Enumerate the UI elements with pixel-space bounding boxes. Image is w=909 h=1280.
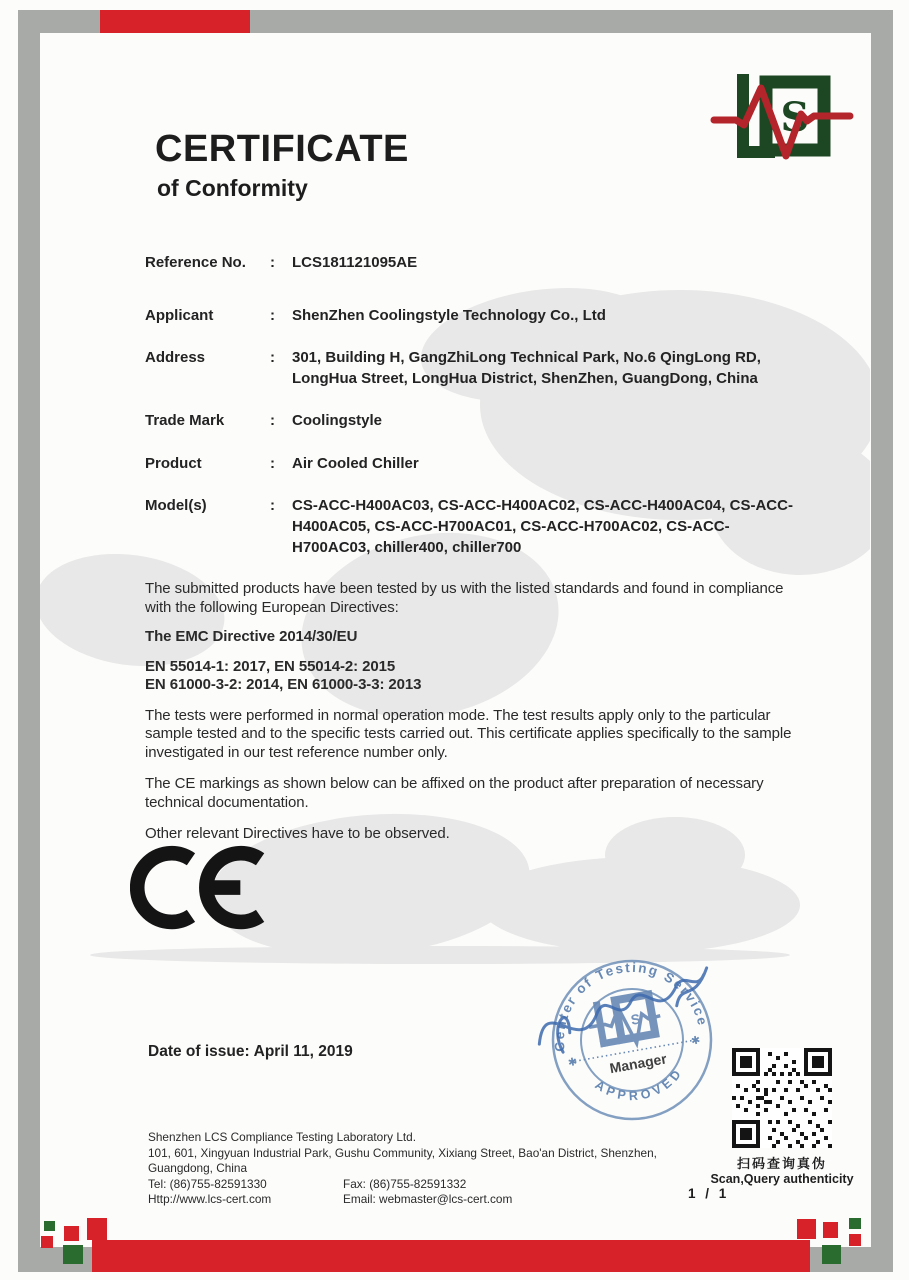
corner-square — [44, 1221, 55, 1231]
footer-address-line1: 101, 601, Xingyuan Industrial Park, Gushu Community, Xixiang Street, Bao'an District, Shenzhen, — [148, 1145, 657, 1160]
logo-letter: S — [780, 94, 810, 141]
frame-right-bar — [871, 10, 893, 1272]
test-note: The tests were performed in normal operation mode. The test results apply only to the particular sample tested and to the specific tests carried out. This certificate applies specifically to the sample investigated in our test reference number only. — [145, 706, 792, 761]
field-colon: : — [270, 307, 275, 324]
title-block — [155, 130, 409, 202]
qr-caption-en: Scan,Query authenticity — [710, 1172, 854, 1186]
field-label: Reference No. — [145, 254, 246, 271]
standards-line: EN 61000-3-2: 2014, EN 61000-3-3: 2013 — [145, 676, 422, 693]
stamp-arc-top: Center of Testing Service — [551, 959, 711, 1053]
field-row-applicant — [145, 305, 793, 326]
field-colon: : — [270, 497, 275, 514]
field-label: Model(s) — [145, 497, 207, 514]
corner-square — [64, 1226, 79, 1241]
date-value: April 11, 2019 — [253, 1043, 353, 1060]
field-value: 301, Building H, GangZhiLong Technical Park, No.6 QingLong RD, LongHua Street, LongHua District, ShenZhen, GuangDong, China — [292, 349, 761, 387]
footer-fax: Fax: (86)755-82591332 — [343, 1176, 467, 1191]
field-colon: : — [270, 254, 275, 271]
corner-square — [797, 1219, 816, 1239]
standards-line: EN 55014-1: 2017, EN 55014-2: 2015 — [145, 657, 396, 675]
page-number: 1 / 1 — [688, 1186, 730, 1201]
corner-square — [822, 1245, 841, 1264]
frame-bottom-red-bar — [92, 1240, 810, 1272]
field-value: ShenZhen Coolingstyle Technology Co., Ltd — [292, 307, 606, 324]
footer-web: Http://www.lcs-cert.com — [148, 1192, 272, 1206]
stamp-role: Manager — [608, 1050, 668, 1077]
field-label: Applicant — [145, 307, 214, 324]
ce-note: The CE markings as shown below can be affixed on the product after preparation of necessary technical documentation. — [145, 775, 764, 811]
field-value: CS-ACC-H400AC03, CS-ACC-H400AC02, CS-ACC-H400AC04, CS-ACC-H400AC05, CS-ACC-H700AC01, CS-ACC-H700AC02, CS-ACC-H700AC03, chiller400, chiller700 — [292, 497, 793, 556]
field-label: Address — [145, 349, 206, 366]
ce-mark-wrap — [130, 840, 282, 941]
date-label: Date of issue: — [148, 1043, 250, 1060]
stamp-star-left: ✱ — [567, 1055, 579, 1070]
field-value: LCS181121095AE — [292, 254, 418, 271]
qr-code — [732, 1048, 832, 1148]
stamp-arc-bottom: APPROVED — [592, 1064, 687, 1104]
directive-title: The EMC Directive 2014/30/EU — [145, 628, 358, 645]
page-title: CERTIFICATE — [155, 128, 409, 170]
footer-company: Shenzhen LCS Compliance Testing Laboratory Ltd. — [148, 1130, 416, 1144]
frame-top-red-segment — [100, 10, 250, 33]
footer-tel: Tel: (86)755-82591330 — [148, 1176, 267, 1191]
footer-web-email — [148, 1192, 713, 1208]
frame-left-bar — [18, 10, 40, 1272]
field-row-product — [145, 453, 793, 474]
lcs-logo — [710, 68, 856, 172]
corner-square — [63, 1245, 83, 1264]
field-label: Trade Mark — [145, 412, 225, 429]
field-colon: : — [270, 455, 275, 472]
field-label: Product — [145, 455, 202, 472]
field-row-trademark — [145, 410, 793, 431]
qr-caption-zh: 扫码查询真伪 — [736, 1156, 827, 1171]
date-of-issue — [148, 1043, 357, 1061]
standards-list — [145, 658, 810, 695]
field-value: Coolingstyle — [292, 412, 383, 429]
field-value: Air Cooled Chiller — [292, 455, 419, 472]
footer — [148, 1130, 713, 1208]
qr-block — [697, 1048, 867, 1186]
field-row-reference — [145, 252, 793, 273]
corner-square — [823, 1222, 838, 1238]
field-row-address — [145, 347, 793, 389]
field-row-models — [145, 495, 793, 558]
page-subtitle: of Conformity — [157, 175, 308, 201]
corner-square — [41, 1236, 53, 1248]
field-colon: : — [270, 349, 275, 366]
corner-square — [849, 1234, 861, 1246]
corner-square — [849, 1218, 861, 1229]
ce-mark-icon — [130, 840, 282, 936]
certificate-fields — [145, 252, 793, 558]
body-text — [145, 580, 810, 844]
footer-address-line2: Guangdong, China — [148, 1161, 248, 1175]
footer-email: Email: webmaster@lcs-cert.com — [343, 1192, 513, 1206]
other-note: Other relevant Directives have to be observed. — [145, 825, 450, 842]
field-colon: : — [270, 412, 275, 429]
corner-square — [87, 1218, 107, 1240]
stamp-star-right: ✱ — [690, 1034, 702, 1048]
svg-text:S: S — [629, 1010, 642, 1028]
intro-paragraph: The submitted products have been tested by us with the listed standards and found in compliance with the following European Directives: — [145, 580, 784, 616]
footer-tel-fax — [148, 1177, 713, 1193]
